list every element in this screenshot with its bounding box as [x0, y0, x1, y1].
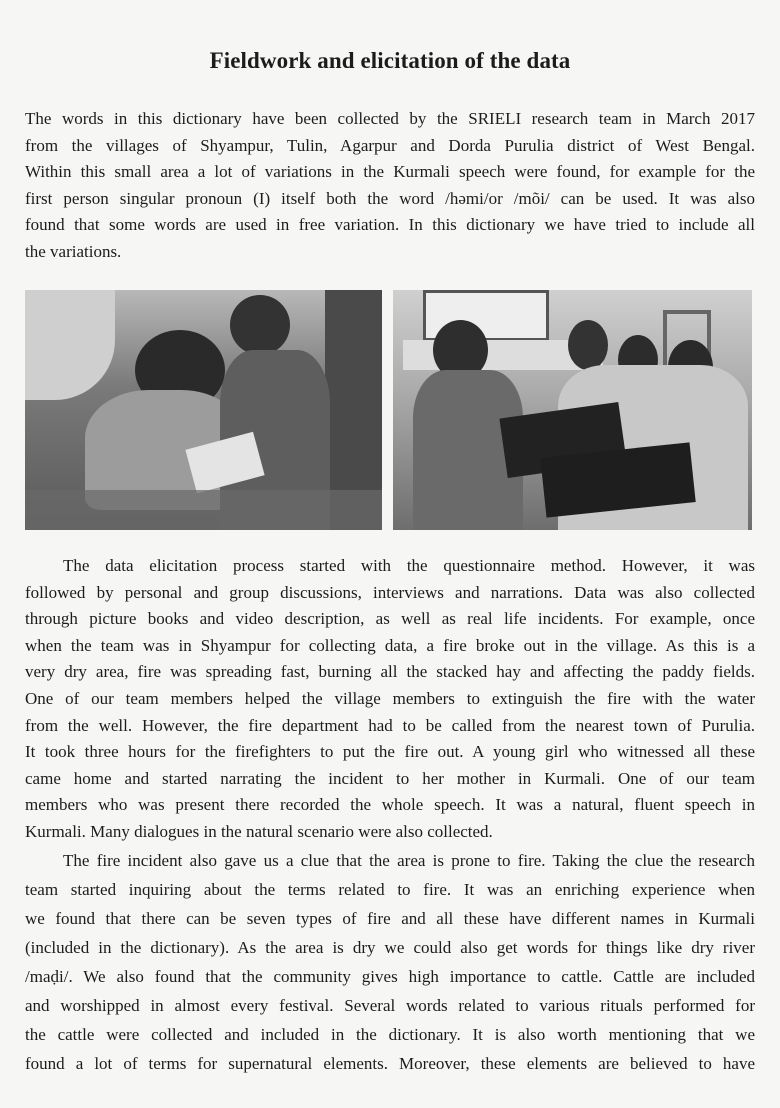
text-line: first person singular pronoun (I) itself both the word /həmi/or /mõi/ can be used. It was also	[25, 188, 755, 208]
text-line: and worshipped in almost every festival. Several words related to various rituals performed for	[25, 996, 755, 1015]
text-line: It took three hours for the firefighters to put the fire out. A young girl who witnessed all these	[25, 742, 755, 762]
text-line: The words in this dictionary have been collected by the SRIELI research team in March 2017	[25, 109, 755, 128]
text-line: found that some words are used in free variation. In this dictionary we have tried to include all	[25, 215, 755, 235]
text-line: through picture books and video description, as well as real life incidents. For example, once	[25, 609, 755, 629]
text-line: Kurmali. Many dialogues in the natural scenario were also collected.	[25, 821, 493, 841]
text-line: from the well. However, the fire department had to be called from the nearest town of Purulia.	[25, 715, 755, 735]
text-line: The fire incident also gave us a clue that the area is prone to fire. Taking the clue the research	[63, 851, 755, 870]
text-line: team started inquiring about the terms related to fire. It was an enriching experience when	[25, 880, 755, 899]
text-line: found a lot of terms for supernatural elements. Moreover, these elements are believed to have	[25, 1054, 755, 1073]
paragraph-fire-incident	[25, 846, 755, 1078]
text-line: members who was present there recorded the whole speech. It was a natural, fluent speech in	[25, 795, 755, 815]
photo-fieldwork-classroom	[393, 290, 752, 530]
text-line: Within this small area a lot of variations in the Kurmali speech were found, for example for the	[25, 162, 755, 182]
text-line: One of our team members helped the village members to extinguish the fire with the water	[25, 688, 755, 708]
section-title: Fieldwork and elicitation of the data	[209, 48, 571, 73]
text-line: we found that there can be seven types of fire and all these have different names in Kurmali	[25, 909, 755, 928]
text-line: came home and started narrating the incident to her mother in Kurmali. One of our team	[25, 768, 755, 788]
text-line: followed by personal and group discussions, interviews and narrations. Data was also collected	[25, 582, 755, 602]
text-line: /maḍi/. We also found that the community gives high importance to cattle. Cattle are included	[25, 967, 755, 986]
text-line: (included in the dictionary). As the area is dry we could also get words for things like dry river	[25, 938, 755, 957]
text-line: when the team was in Shyampur for collecting data, a fire broke out in the village. As this is a	[25, 635, 755, 655]
text-line: very dry area, fire was spreading fast, burning all the stacked hay and affecting the paddy fields.	[25, 662, 755, 682]
text-line: from the villages of Shyampur, Tulin, Agarpur and Dorda Purulia district of West Bengal.	[25, 135, 755, 155]
text-line: the variations.	[25, 241, 122, 261]
paragraph-elicitation-process	[25, 553, 755, 846]
photo-fieldwork-picture-book	[25, 290, 382, 530]
paragraph-intro	[25, 106, 755, 266]
text-line: The data elicitation process started with the questionnaire method. However, it was	[63, 556, 755, 575]
text-line: the cattle were collected and included in the dictionary. It is also worth mentioning that we	[25, 1025, 755, 1044]
